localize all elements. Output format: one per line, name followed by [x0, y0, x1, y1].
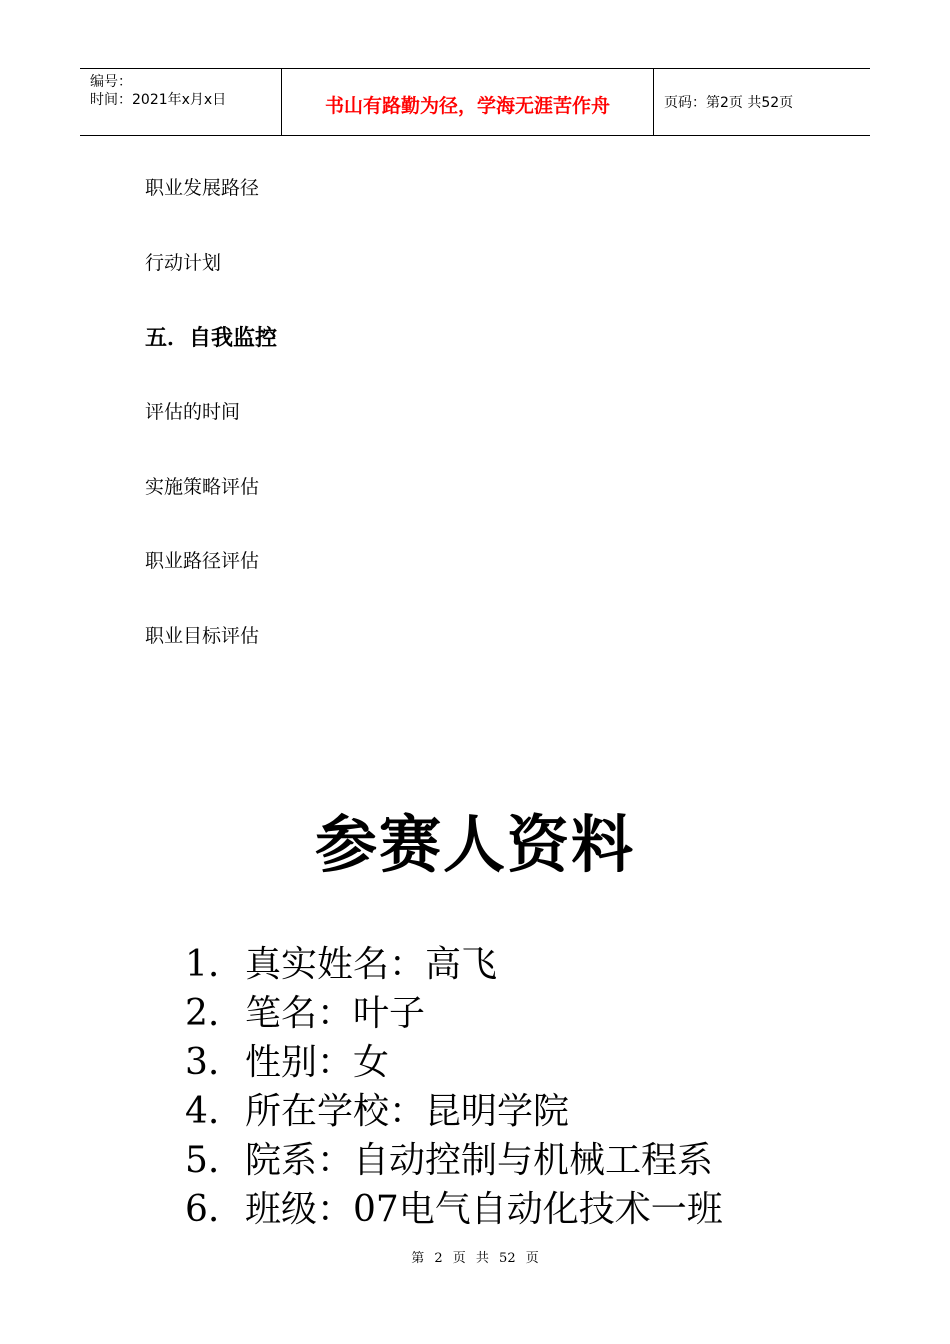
profile-item — [185, 1132, 713, 1183]
profile-item — [185, 1034, 389, 1085]
profile-item — [185, 1083, 569, 1134]
profile-item — [185, 936, 497, 987]
time-label: 时间：2021年x月x日 — [90, 92, 227, 108]
item-text: 笔名：叶子 — [245, 993, 426, 1034]
header-motto: 书山有路勤为径，学海无涯苦作舟 — [281, 69, 654, 135]
header-meta — [80, 69, 281, 135]
number-label: 编号： — [90, 74, 132, 90]
page-header — [80, 68, 870, 136]
page-footer: 第 2 页 共 52 页 — [411, 1251, 539, 1266]
item-text: 班级：07电气自动化技术一班 — [245, 1189, 723, 1230]
item-number: 6. — [185, 1189, 220, 1230]
item-number: 5. — [185, 1140, 220, 1181]
outline-line: 职业目标评估 — [145, 625, 260, 647]
profile-item — [185, 1181, 723, 1232]
item-text: 性别：女 — [245, 1042, 390, 1083]
outline-line: 行动计划 — [145, 252, 222, 274]
item-number: 1. — [185, 944, 220, 985]
profile-title: 参赛人资料 — [314, 808, 635, 881]
item-text: 真实姓名：高飞 — [245, 944, 498, 985]
header-page-info: 页码：第2页 共52页 — [664, 95, 794, 111]
item-number: 2. — [185, 993, 220, 1034]
item-number: 3. — [185, 1042, 220, 1083]
item-text: 所在学校：昆明学院 — [245, 1091, 570, 1132]
item-number: 4. — [185, 1091, 220, 1132]
item-text: 院系：自动控制与机械工程系 — [245, 1140, 714, 1181]
outline-line: 实施策略评估 — [145, 476, 260, 498]
profile-item — [185, 985, 425, 1036]
outline-line: 职业路径评估 — [145, 550, 260, 572]
outline-line: 评估的时间 — [145, 401, 241, 423]
outline-line: 职业发展路径 — [145, 177, 260, 199]
section-heading: 五．自我监控 — [145, 326, 278, 351]
